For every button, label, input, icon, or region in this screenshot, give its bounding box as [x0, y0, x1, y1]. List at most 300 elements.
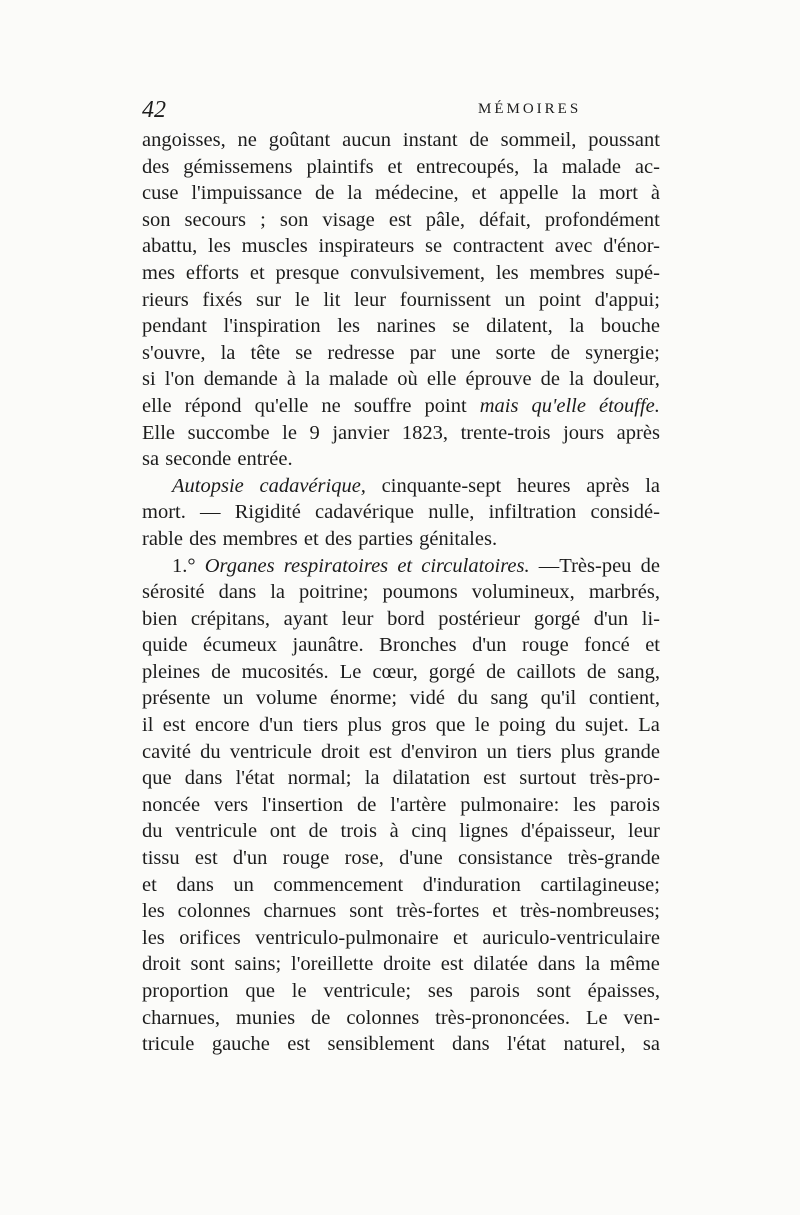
word: épaisses,: [587, 980, 660, 1002]
word: est: [388, 208, 412, 231]
word: sorte: [495, 341, 536, 364]
word: très-fortes: [396, 900, 480, 923]
word: et: [471, 182, 487, 205]
word: proportion: [142, 980, 229, 1002]
word: de: [315, 182, 335, 205]
word: —: [200, 501, 221, 524]
word: pulmonaire:: [460, 793, 560, 816]
word: la: [305, 368, 320, 391]
word: visage: [322, 208, 375, 231]
word: demande: [203, 368, 278, 391]
word: ayant: [283, 607, 329, 630]
word: étouffe.: [599, 394, 660, 417]
word: et: [492, 900, 508, 923]
word: li-: [641, 607, 660, 630]
word: à: [286, 368, 296, 391]
text-line: [142, 499, 660, 526]
word: dilatée: [473, 953, 528, 976]
text-line: [142, 154, 660, 181]
word: très-grande: [567, 847, 660, 870]
word: secours: [184, 208, 247, 231]
word: malade: [328, 368, 389, 391]
word: tiers: [516, 740, 552, 763]
word: rose,: [344, 847, 384, 870]
word: présente: [142, 687, 211, 710]
word: ven-: [623, 1006, 660, 1029]
word: le: [474, 714, 490, 737]
text-line: [142, 659, 660, 686]
word: l'artère: [390, 793, 447, 816]
word: du: [142, 820, 163, 843]
word: sérosité: [142, 581, 205, 604]
word: la: [569, 315, 585, 338]
word: 9: [309, 421, 320, 444]
word: génitales.: [419, 527, 498, 550]
word: par: [409, 341, 436, 364]
word: synergie;: [585, 341, 660, 364]
word: tiers: [302, 714, 339, 737]
word: sont: [349, 900, 384, 923]
word: normal;: [287, 767, 352, 790]
word: supé-: [615, 261, 660, 284]
word: du: [555, 714, 576, 737]
text-line: [142, 420, 660, 447]
word: point: [538, 288, 582, 311]
word: qu'elle: [254, 394, 309, 417]
word: trois: [340, 820, 377, 843]
text-line: [142, 579, 660, 606]
word: d'énor-: [603, 235, 660, 258]
word: médecine,: [375, 182, 459, 205]
word: noncée: [142, 793, 201, 816]
word: très-nombreuses;: [519, 900, 660, 923]
word: défait,: [479, 208, 531, 231]
word: surtout: [519, 767, 577, 790]
word: vidé: [409, 687, 445, 710]
word: instant: [402, 129, 458, 151]
word: les: [495, 261, 519, 284]
word: point: [424, 394, 467, 417]
word: se: [452, 315, 470, 338]
word: le: [294, 288, 310, 311]
word: que: [245, 980, 275, 1002]
word: pâle,: [425, 208, 465, 231]
word: foncé: [584, 634, 630, 657]
word: muscles: [241, 235, 308, 258]
word: de: [586, 660, 607, 683]
word: gauche: [211, 1033, 270, 1056]
word: d'un: [593, 607, 629, 630]
word: heures: [516, 474, 571, 497]
word: colonnes: [346, 1006, 420, 1029]
word: appelle: [499, 182, 559, 205]
word: même: [609, 953, 660, 976]
word: mes: [142, 261, 176, 284]
text-line: [142, 127, 660, 154]
word: énorme;: [329, 687, 398, 710]
word: janvier: [332, 421, 390, 444]
word: mort.: [142, 501, 186, 524]
word: contractent: [452, 235, 544, 258]
word: poitrine;: [299, 581, 369, 604]
word: charnues,: [142, 1006, 220, 1029]
word: est: [194, 847, 218, 870]
text-line: [142, 765, 660, 792]
word: sensiblement: [327, 1033, 435, 1056]
word: le: [291, 980, 307, 1002]
word: poussant: [588, 129, 660, 151]
word: auriculo-ventriculaire: [482, 926, 660, 949]
word: son: [142, 208, 171, 231]
word: un: [222, 687, 244, 710]
word: redresse: [327, 341, 395, 364]
text-line: [142, 739, 660, 766]
word: la: [585, 953, 600, 976]
word: rouge: [522, 634, 569, 657]
word: où: [397, 368, 418, 391]
word: tissu: [142, 847, 180, 870]
word: sang,: [617, 660, 660, 683]
word: d'un: [258, 714, 294, 737]
word: entrecoupés,: [416, 155, 520, 178]
word: rieurs: [142, 288, 189, 311]
word: dilatation: [392, 767, 471, 790]
text-line: [142, 1005, 660, 1032]
word: dans: [218, 581, 257, 604]
word: très-prononcées.: [435, 1006, 571, 1029]
text-line: [142, 872, 660, 899]
word: les: [142, 926, 165, 949]
word: droite: [383, 953, 431, 976]
word: et: [397, 554, 413, 577]
word: et: [387, 155, 403, 178]
text-line: [142, 978, 660, 1005]
word: cinquante-sept: [381, 474, 502, 497]
word: mort: [599, 182, 638, 205]
word: et: [303, 527, 319, 550]
word: ventricule: [229, 740, 312, 763]
word: volumineux,: [471, 581, 575, 604]
text-line: [142, 951, 660, 978]
word: à: [650, 182, 660, 205]
word: elle: [426, 368, 457, 391]
word: poumons: [382, 581, 458, 604]
word: 1.°: [172, 554, 196, 577]
word: douleur,: [593, 368, 660, 391]
word: contient,: [588, 687, 660, 710]
word: les: [208, 235, 231, 258]
word: pleines: [142, 660, 201, 683]
word: la: [569, 368, 584, 391]
word: est: [162, 714, 186, 737]
word: plus: [560, 740, 595, 763]
word: l'état: [235, 767, 275, 790]
word: sommeil,: [500, 129, 577, 151]
word: l'état: [507, 1033, 546, 1056]
text-line: [142, 792, 660, 819]
word: profondément: [544, 208, 660, 231]
word: l'insertion: [261, 793, 344, 816]
word: efforts: [185, 261, 240, 284]
word: 1823,: [401, 421, 448, 444]
word: la: [571, 182, 587, 205]
word: leur: [628, 820, 660, 843]
word: elle: [142, 394, 172, 417]
page-header: [142, 97, 660, 127]
word: goûtant: [268, 129, 331, 151]
word: membres: [529, 261, 605, 284]
word: cinq: [411, 820, 447, 843]
text-line: [142, 845, 660, 872]
word: La: [638, 714, 660, 737]
word: munies: [235, 1006, 296, 1029]
word: lignes: [459, 820, 509, 843]
text-line: [142, 393, 660, 420]
word: abattu,: [142, 235, 198, 258]
word: la: [270, 581, 286, 604]
word: de: [540, 368, 561, 391]
word: d'épaisseur,: [520, 820, 616, 843]
word: est: [483, 767, 507, 790]
running-title: MÉMOIRES: [478, 101, 582, 117]
word: dans: [537, 953, 576, 976]
word: ventriculo-pulmonaire: [255, 926, 439, 949]
word: convulsivement,: [350, 261, 486, 284]
word: dilatent,: [486, 315, 553, 338]
word: rable: [142, 527, 183, 550]
word: colonnes: [177, 900, 251, 923]
word: Organes: [204, 554, 275, 577]
word: malade: [561, 155, 622, 178]
word: sa: [642, 1033, 660, 1056]
word: plaintifs: [306, 155, 374, 178]
word: la: [533, 155, 548, 178]
word: et: [453, 926, 468, 949]
word: un: [504, 288, 526, 311]
text-line: [142, 818, 660, 845]
word: que: [435, 714, 466, 737]
text-line: [142, 260, 660, 287]
word: Rigidité: [234, 501, 301, 524]
word: tricule: [142, 1033, 195, 1056]
word: fixés: [202, 288, 243, 311]
word: l'oreillette: [291, 953, 374, 976]
word: sujet.: [584, 714, 629, 737]
word: de: [211, 660, 231, 683]
word: s'ouvre,: [142, 341, 206, 364]
word: la: [347, 182, 363, 205]
word: sang: [490, 687, 529, 710]
word: quide: [142, 634, 188, 657]
word: après: [586, 474, 630, 497]
text-line: [142, 898, 660, 925]
word: dans: [176, 873, 214, 896]
word: que: [142, 767, 172, 790]
word: de: [308, 820, 328, 843]
word: consistance: [457, 847, 553, 870]
word: infiltration: [488, 501, 577, 524]
page-number: 42: [142, 97, 166, 123]
word: et: [645, 634, 660, 657]
text-line: [142, 473, 660, 500]
word: d'induration: [422, 873, 521, 896]
word: du: [200, 740, 221, 763]
word: de: [357, 793, 377, 816]
word: sont: [190, 953, 225, 976]
word: des: [189, 527, 217, 550]
word: —Très-peu: [538, 554, 632, 577]
word: poing: [498, 714, 546, 737]
word: gorgé: [428, 660, 476, 683]
word: cadavérique,: [259, 474, 366, 497]
word: bien: [142, 607, 178, 630]
word: ont: [269, 820, 296, 843]
word: Elle: [142, 421, 176, 444]
word: un: [486, 740, 508, 763]
word: d'appui;: [594, 288, 660, 311]
word: est: [368, 740, 392, 763]
word: l'impuissance: [191, 182, 303, 205]
word: des: [142, 155, 170, 178]
word: et: [142, 873, 157, 896]
text-line: [142, 180, 660, 207]
word: la: [364, 767, 380, 790]
word: gorgé: [533, 607, 581, 630]
word: d'environ: [400, 740, 478, 763]
word: cuse: [142, 182, 179, 205]
word: seconde: [165, 448, 232, 471]
word: postérieur: [438, 607, 521, 630]
word: inspirateurs: [318, 235, 415, 258]
word: volume: [255, 687, 318, 710]
word: parois: [469, 980, 520, 1002]
word: orifices: [179, 926, 241, 949]
word: les: [337, 315, 360, 338]
word: très-pro-: [589, 767, 660, 790]
word: répond: [184, 394, 242, 417]
text-line: [142, 446, 660, 473]
text-line: [142, 1031, 660, 1058]
word: ;: [260, 208, 266, 231]
word: des: [324, 527, 353, 550]
word: trente-trois: [460, 421, 551, 444]
word: nulle,: [428, 501, 475, 524]
word: parois: [609, 793, 660, 816]
word: droit: [320, 740, 360, 763]
body-text: [142, 127, 660, 1058]
word: et: [249, 261, 265, 284]
word: l'inspiration: [223, 315, 321, 338]
word: aucun: [342, 129, 392, 151]
word: la: [220, 341, 236, 364]
word: angoisses,: [142, 129, 226, 151]
word: Autopsie: [172, 474, 244, 497]
word: pendant: [142, 315, 207, 338]
word: sont: [536, 980, 571, 1002]
word: succombe: [187, 421, 270, 444]
word: ses: [427, 980, 453, 1002]
text-line: [142, 526, 660, 553]
word: cavité: [142, 740, 191, 763]
word: entrée.: [237, 448, 293, 471]
word: l'on: [164, 368, 195, 391]
word: jaunâtre.: [292, 634, 364, 657]
word: son: [279, 208, 309, 231]
word: bord: [387, 607, 425, 630]
word: fournissent: [399, 288, 491, 311]
word: cartilagineuse;: [540, 873, 660, 896]
word: leur: [341, 607, 374, 630]
word: se: [295, 341, 313, 364]
word: à: [389, 820, 399, 843]
word: rouge: [282, 847, 330, 870]
word: Le: [339, 660, 362, 683]
word: leur: [354, 288, 387, 311]
word: droit: [142, 953, 181, 976]
word: mucosités.: [241, 660, 329, 683]
word: Bronches: [379, 634, 457, 657]
word: ventricule: [175, 820, 258, 843]
word: ac-: [634, 155, 660, 178]
text-line: [142, 207, 660, 234]
word: sur: [256, 288, 282, 311]
word: considé-: [590, 501, 660, 524]
word: le: [282, 421, 297, 444]
word: gros: [391, 714, 427, 737]
word: naturel,: [563, 1033, 626, 1056]
word: de: [550, 341, 570, 364]
word: tête: [250, 341, 281, 364]
word: commencement: [273, 873, 404, 896]
word: parties: [358, 527, 413, 550]
word: marbrés,: [588, 581, 660, 604]
word: circulatoires.: [421, 554, 530, 577]
word: dans: [452, 1033, 490, 1056]
word: d'un: [472, 634, 507, 657]
word: est: [440, 953, 464, 976]
text-line: [142, 313, 660, 340]
word: lit: [323, 288, 341, 311]
text-line: [142, 632, 660, 659]
word: sains;: [234, 953, 282, 976]
word: membres: [222, 527, 298, 550]
word: de: [486, 660, 506, 683]
text-line: [142, 685, 660, 712]
word: presque: [275, 261, 340, 284]
word: souffre: [353, 394, 412, 417]
word: ne: [321, 394, 341, 417]
word: éprouve: [465, 368, 532, 391]
word: de: [311, 1006, 331, 1029]
word: de: [640, 554, 660, 577]
word: cœur,: [372, 660, 418, 683]
word: mais: [479, 394, 519, 417]
word: la: [645, 474, 660, 497]
word: après: [616, 421, 660, 444]
text-line: [142, 233, 660, 260]
word: est: [287, 1033, 311, 1056]
word: écumeux: [203, 634, 278, 657]
word: encore: [194, 714, 250, 737]
word: grande: [604, 740, 660, 763]
word: bouche: [600, 315, 660, 338]
text-line: [142, 366, 660, 393]
word: vers: [213, 793, 249, 816]
word: d'une: [399, 847, 443, 870]
word: d'un: [232, 847, 268, 870]
word: un: [233, 873, 254, 896]
word: ne: [237, 129, 257, 151]
